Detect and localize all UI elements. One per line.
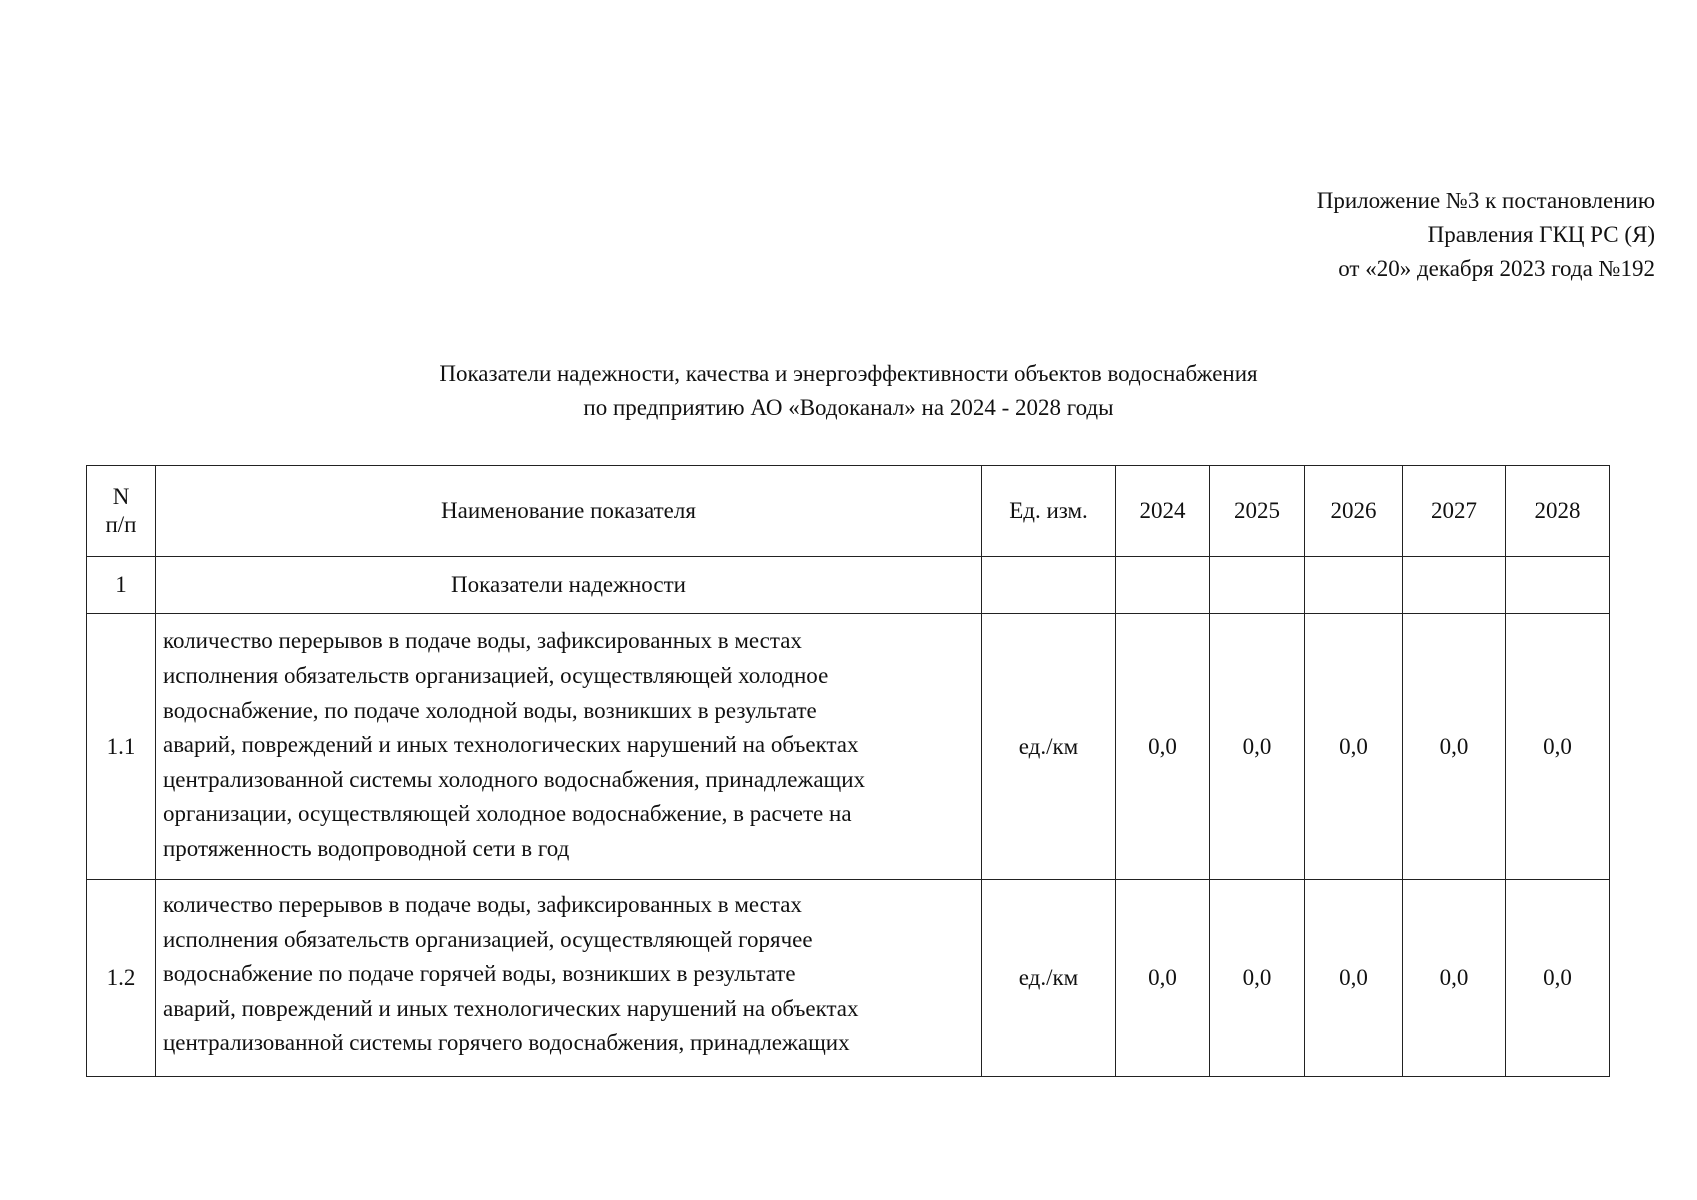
section-number: 1	[87, 557, 156, 614]
header-year-2026: 2026	[1305, 466, 1403, 557]
section-year-cell	[1403, 557, 1506, 614]
appendix-line-3: от «20» декабря 2023 года №192	[1338, 256, 1655, 281]
appendix-line-2: Правления ГКЦ РС (Я)	[1427, 222, 1655, 247]
row-value-2028: 0,0	[1506, 880, 1610, 1077]
document-title	[0, 357, 1697, 425]
section-year-cell	[1506, 557, 1610, 614]
section-year-cell	[1116, 557, 1210, 614]
row-number: 1.1	[87, 614, 156, 880]
header-number-line-2: п/п	[105, 512, 137, 537]
row-name	[156, 614, 982, 880]
table-row	[87, 614, 1610, 880]
row-value-2026: 0,0	[1305, 614, 1403, 880]
header-number	[87, 466, 156, 557]
row-unit: ед./км	[982, 614, 1116, 880]
header-unit: Ед. изм.	[982, 466, 1116, 557]
section-year-cell	[1305, 557, 1403, 614]
row-name-line: централизованной системы холодного водоснабжения, принадлежащих	[163, 766, 866, 792]
indicators-table	[86, 465, 1610, 1077]
table-header-row	[87, 466, 1610, 557]
section-year-cell	[1210, 557, 1305, 614]
row-value-2024: 0,0	[1116, 880, 1210, 1077]
row-name-line: централизованной системы горячего водоснабжения, принадлежащих	[163, 1030, 850, 1056]
title-line-1: Показатели надежности, качества и энергоэффективности объектов водоснабжения	[439, 361, 1258, 386]
row-number: 1.2	[87, 880, 156, 1077]
row-name-line: аварий, повреждений и иных технологических нарушений на объектах	[163, 732, 859, 758]
row-value-2026: 0,0	[1305, 880, 1403, 1077]
row-name-line: исполнения обязательств организацией, осуществляющей холодное	[163, 663, 829, 689]
header-year-2027: 2027	[1403, 466, 1506, 557]
row-name-line: количество перерывов в подаче воды, зафиксированных в местах	[163, 628, 802, 654]
row-value-2027: 0,0	[1403, 880, 1506, 1077]
header-number-line-1: N	[112, 484, 130, 509]
table-row	[87, 880, 1610, 1077]
row-name-line: аварий, повреждений и иных технологических нарушений на объектах	[163, 995, 859, 1021]
header-year-2025: 2025	[1210, 466, 1305, 557]
row-value-2027: 0,0	[1403, 614, 1506, 880]
row-name	[156, 880, 982, 1077]
row-name-line: водоснабжение по подаче горячей воды, возникших в результате	[163, 961, 796, 987]
row-name-line: водоснабжение, по подаче холодной воды, возникших в результате	[163, 697, 817, 723]
row-name-line: организации, осуществляющей холодное водоснабжение, в расчете на	[163, 801, 852, 827]
row-name-line: исполнения обязательств организацией, осуществляющей горячее	[163, 926, 813, 952]
row-value-2028: 0,0	[1506, 614, 1610, 880]
section-name: Показатели надежности	[156, 557, 982, 614]
row-value-2025: 0,0	[1210, 880, 1305, 1077]
row-name-line: количество перерывов в подаче воды, зафиксированных в местах	[163, 892, 802, 917]
row-unit: ед./км	[982, 880, 1116, 1077]
appendix-reference	[1317, 184, 1655, 286]
section-row	[87, 557, 1610, 614]
appendix-line-1: Приложение №3 к постановлению	[1316, 188, 1655, 213]
section-unit-cell	[982, 557, 1116, 614]
row-name-line: протяженность водопроводной сети в год	[163, 835, 570, 861]
title-line-2: по предприятию АО «Водоканал» на 2024 - 2028 годы	[583, 395, 1114, 420]
header-name: Наименование показателя	[156, 466, 982, 557]
row-value-2024: 0,0	[1116, 614, 1210, 880]
header-year-2028: 2028	[1506, 466, 1610, 557]
row-value-2025: 0,0	[1210, 614, 1305, 880]
header-year-2024: 2024	[1116, 466, 1210, 557]
